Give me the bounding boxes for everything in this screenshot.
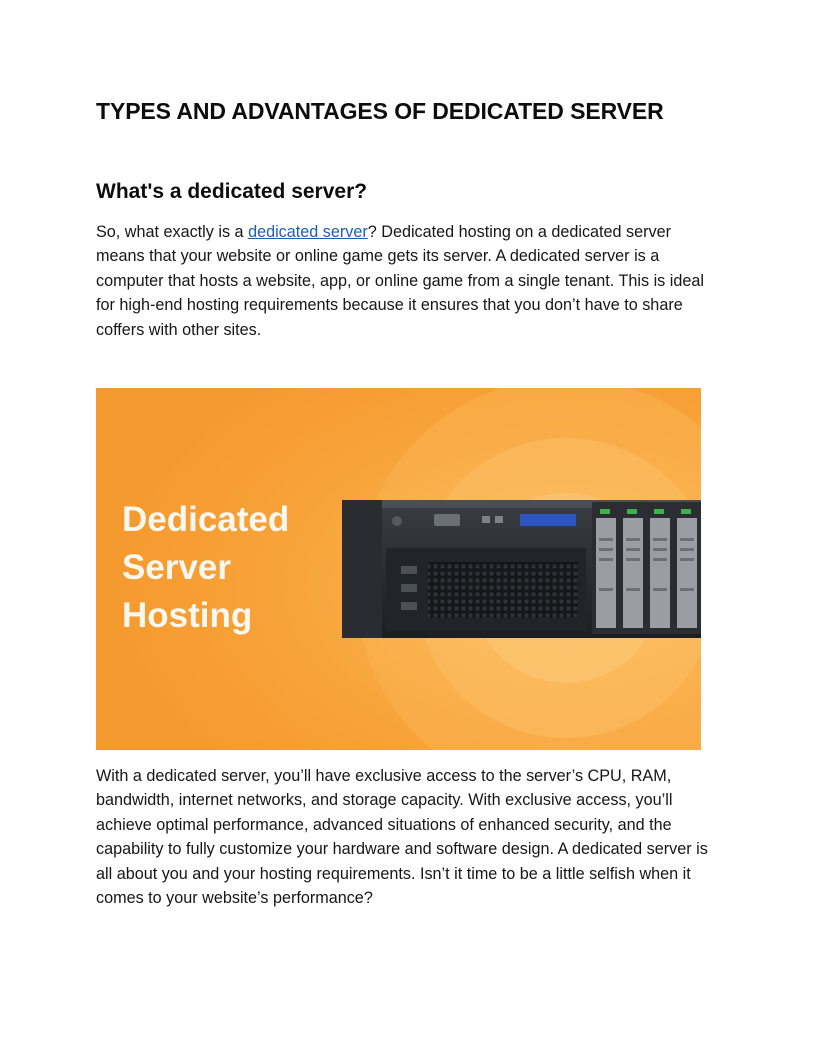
hero-caption-line-1: Dedicated [122, 500, 290, 539]
document-title: TYPES AND ADVANTAGES OF DEDICATED SERVER [96, 98, 664, 124]
dedicated-server-link[interactable]: dedicated server [248, 223, 368, 241]
benefits-paragraph: With a dedicated server, you’ll have exclusive access to the server’s CPU, RAM, bandwidth, internet networks, and storage capacity. With exclusive access, you’ll achieve optimal performance, advanced situations of enhanced security, and the capability to fully customize your hardware and software design. A dedicated server is all about you and your hosting requirements. Isn’t it time to be a little selfish when it comes to your website’s performance? [96, 767, 708, 908]
dedicated-server-hosting-image [96, 388, 701, 750]
intro-text-end: ? Dedicated hosting on a dedicated server means that your website or online game gets its server. A dedicated server is a computer that hosts a website, app, or online game from a single tenant. This is ideal for high-end hosting requirements because it ensures that you don’t have to share coffers with other sites. [96, 223, 704, 339]
hero-caption-line-3: Hosting [122, 596, 253, 635]
hero-caption-line-2: Server [122, 548, 231, 587]
hero-caption [122, 496, 289, 640]
intro-paragraph [96, 220, 724, 342]
intro-text-start: So, what exactly is a [96, 223, 249, 241]
section-heading: What's a dedicated server? [96, 180, 368, 203]
